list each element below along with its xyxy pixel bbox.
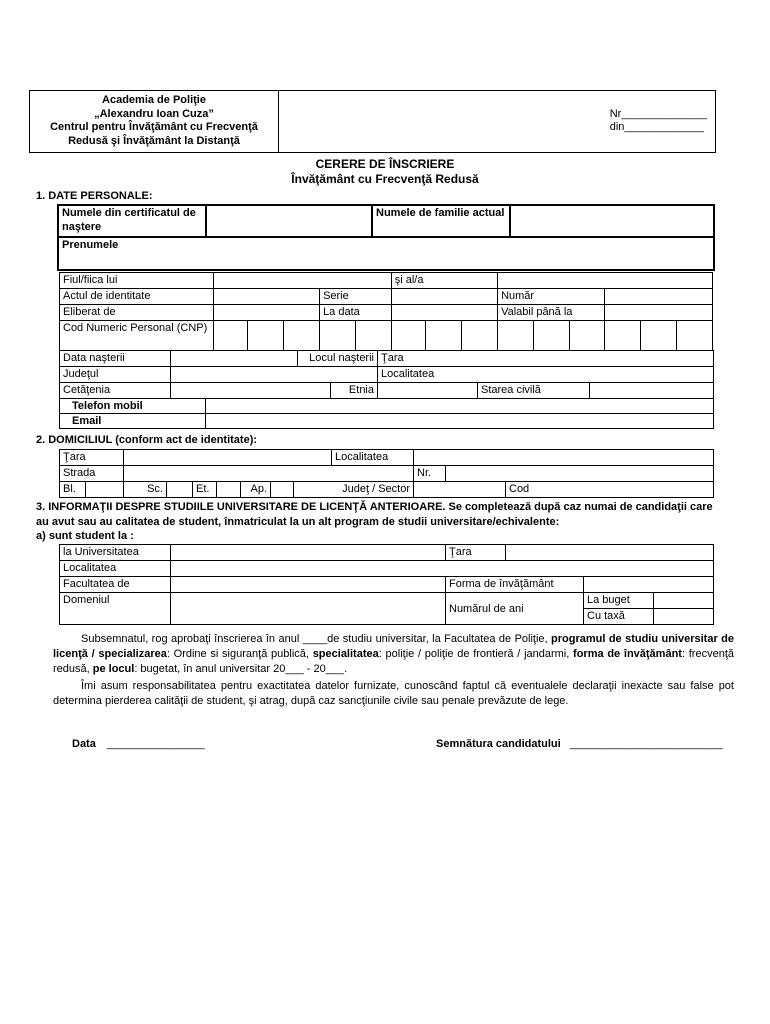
study-form-label: Forma de învăţământ <box>446 577 584 593</box>
declaration-text-bold: specialitatea <box>312 648 379 660</box>
study-country-input[interactable] <box>506 545 714 561</box>
study-locality-label: Localitatea <box>60 561 171 577</box>
declaration-text-bold: pe locul <box>92 663 135 675</box>
son-of-label: Fiul/fiica lui <box>60 273 214 289</box>
block-input[interactable] <box>86 482 124 498</box>
birth-name-label: Numele din certificatul de naştere <box>58 205 206 237</box>
birth-name-input[interactable] <box>206 205 372 237</box>
valid-until-input[interactable] <box>605 305 713 321</box>
title-line-2: Învăţământ cu Frecvenţă Redusă <box>291 172 479 186</box>
din-field[interactable]: din_____________ <box>609 121 704 133</box>
signature-line[interactable]: _________________________ <box>569 738 723 750</box>
series-label: Serie <box>320 289 392 305</box>
block-label: Bl. <box>60 482 86 498</box>
header-box <box>29 90 716 153</box>
id-doc-input[interactable] <box>213 289 319 305</box>
staircase-input[interactable] <box>167 482 193 498</box>
number-label: Număr <box>498 289 605 305</box>
faculty-label: Facultatea de <box>60 577 171 593</box>
declaration-paragraph-2: Îmi asum responsabilitatea pentru exactitatea datelor furnizate, cunoscând faptul că eventualele declaraţii inexacte sau false pot determina pierderea calităţii de student, şi atrag, după caz sancţiunile civile sau penale prevăzute de lege. <box>53 680 734 707</box>
phone-label: Telefon mobil <box>60 399 206 414</box>
issued-by-label: Eliberat de <box>60 305 214 321</box>
cnp-digit[interactable] <box>213 321 248 351</box>
civil-status-input[interactable] <box>590 383 714 399</box>
cnp-label: Cod Numeric Personal (CNP) <box>60 321 214 351</box>
name-table <box>57 204 715 271</box>
study-country-label: Ţara <box>446 545 506 561</box>
institution-line: „Alexandru Ioan Cuza” <box>94 107 214 120</box>
personal-details-table <box>59 272 713 351</box>
domain-label: Domeniul <box>60 593 171 625</box>
budget-input[interactable] <box>654 593 714 609</box>
declaration-text: : Ordine si siguranţă publică, <box>166 648 313 660</box>
university-input[interactable] <box>171 545 446 561</box>
first-name-cell[interactable] <box>58 237 714 270</box>
ethnicity-input[interactable] <box>378 383 478 399</box>
floor-label: Et. <box>193 482 217 498</box>
citizenship-table <box>59 382 714 399</box>
birth-locality-cell[interactable] <box>378 367 714 383</box>
form-title <box>0 157 770 187</box>
civil-status-spacer <box>562 383 590 399</box>
postal-code-cell[interactable] <box>506 482 714 498</box>
declaration-paragraph-1 <box>53 632 734 677</box>
floor-input[interactable] <box>217 482 241 498</box>
section1-heading: 1. DATE PERSONALE: <box>36 190 153 202</box>
nr-field[interactable]: Nr______________ <box>609 108 707 120</box>
id-doc-label: Actul de identitate <box>60 289 214 305</box>
citizenship-label: Cetăţenia <box>60 383 171 399</box>
contact-table <box>59 398 714 429</box>
title-line-1: CERERE DE ÎNSCRIERE <box>315 157 455 171</box>
faculty-input[interactable] <box>171 577 446 593</box>
issued-by-input[interactable] <box>213 305 319 321</box>
cnp-digit[interactable] <box>462 321 498 351</box>
issue-date-input[interactable] <box>391 305 497 321</box>
university-label: la Universitatea <box>60 545 171 561</box>
cnp-digit[interactable] <box>248 321 284 351</box>
cnp-digit[interactable] <box>605 321 641 351</box>
signature-block <box>436 738 723 750</box>
budget-label: La buget <box>584 593 654 609</box>
fee-input[interactable] <box>654 609 714 625</box>
cnp-digit[interactable] <box>498 321 534 351</box>
birth-locality-label: Localitatea <box>381 368 435 380</box>
birth-place-label: Locul naşterii <box>298 351 378 367</box>
county-sector-input[interactable] <box>414 482 506 498</box>
phone-input[interactable] <box>206 399 714 414</box>
date-block <box>72 738 205 750</box>
ethnicity-label: Etnia <box>331 383 378 399</box>
street-input[interactable] <box>124 466 414 482</box>
address-locality-input[interactable] <box>414 450 714 466</box>
postal-code-label: Cod <box>509 483 530 495</box>
institution-line: Centrul pentru Învăţământ cu Frecvenţă <box>50 121 258 133</box>
cnp-digit[interactable] <box>677 321 713 351</box>
study-locality-input[interactable] <box>171 561 714 577</box>
email-input[interactable] <box>206 414 714 429</box>
institution-line: Redusă şi Învăţământ la Distanţă <box>68 134 240 147</box>
date-label: Data <box>72 738 96 750</box>
street-nr-input[interactable] <box>446 466 714 482</box>
institution-block <box>30 91 279 152</box>
number-input[interactable] <box>605 289 713 305</box>
cnp-digit[interactable] <box>426 321 462 351</box>
institution-line: Academia de Poliţie <box>102 94 206 106</box>
county-sector-label: Judeţ / Sector <box>294 482 414 498</box>
address-table <box>59 449 714 498</box>
email-label: Email <box>60 414 206 429</box>
domain-input[interactable] <box>171 593 446 625</box>
first-name-label: Prenumele <box>62 239 119 251</box>
years-label: Numărul de ani <box>446 593 584 625</box>
registration-number-block <box>610 108 707 134</box>
cnp-digit[interactable] <box>641 321 677 351</box>
address-country-label: Ţara <box>60 450 124 466</box>
section2-heading: 2. DOMICILIUL (conform act de identitate): <box>36 434 258 446</box>
and-of-label: şi al/a <box>391 273 497 289</box>
street-nr-label: Nr. <box>414 466 446 482</box>
fee-label: Cu taxă <box>584 609 654 625</box>
previous-studies-table <box>59 544 714 625</box>
birth-date-label: Data naşterii <box>60 351 171 367</box>
apartment-label: Ap. <box>241 482 271 498</box>
birth-date-input[interactable] <box>171 351 298 367</box>
section3-heading: 3. INFORMAŢII DESPRE STUDIILE UNIVERSITARE DE LICENŢĂ ANTERIOARE. Se completează după caz numai de candidaţii care au avut sau au calitatea de student, înmatriculat la un alt program de studii universitare/echivalente: <box>36 501 713 528</box>
family-name-input[interactable] <box>510 205 714 237</box>
section3-subheading: a) sunt student la : <box>36 530 134 542</box>
family-name-label: Numele de familie actual <box>372 205 510 237</box>
declaration-text: Subsemnatul, rog aprobaţi înscrierea în anul ____de studiu universitar, la Facultatea de Poliţie, <box>81 633 552 645</box>
cnp-digit[interactable] <box>284 321 320 351</box>
cnp-digit[interactable] <box>391 321 426 351</box>
address-country-input[interactable] <box>124 450 332 466</box>
citizenship-input[interactable] <box>171 383 331 399</box>
birth-country-label: Ţara <box>381 352 404 364</box>
address-locality-label: Localitatea <box>332 450 414 466</box>
father-name-input[interactable] <box>213 273 391 289</box>
declaration-text-bold: forma de învăţământ <box>573 648 682 660</box>
issue-date-label: La data <box>320 305 392 321</box>
mother-name-input[interactable] <box>498 273 713 289</box>
personal-details-table-2 <box>59 350 714 383</box>
cnp-digit[interactable] <box>355 321 391 351</box>
valid-until-label: Valabil până la <box>498 305 605 321</box>
birth-country-cell[interactable] <box>378 351 714 367</box>
apartment-input[interactable] <box>271 482 294 498</box>
cnp-digit[interactable] <box>533 321 569 351</box>
declaration-text-bold: programul de studiu universitar de licenţă / specializarea <box>53 633 734 660</box>
series-input[interactable] <box>391 289 497 305</box>
declaration-text: : bugetat, în anul universitar 20___ - 20___. <box>134 663 348 675</box>
cnp-digit[interactable] <box>569 321 605 351</box>
staircase-label: Sc. <box>124 482 167 498</box>
declaration-text: : poliţie / poliţie de frontieră / jandarmi, <box>378 648 574 660</box>
county-input[interactable] <box>171 367 378 383</box>
county-label: Judeţul <box>60 367 171 383</box>
signature-label: Semnătura candidatului <box>436 738 561 750</box>
civil-status-label: Starea civilă <box>478 383 562 399</box>
declaration-text: : frecvenţă redusă, <box>53 648 734 675</box>
study-form-input[interactable] <box>584 577 714 593</box>
cnp-digit[interactable] <box>320 321 356 351</box>
date-line[interactable]: ________________ <box>106 738 205 750</box>
street-label: Strada <box>60 466 124 482</box>
